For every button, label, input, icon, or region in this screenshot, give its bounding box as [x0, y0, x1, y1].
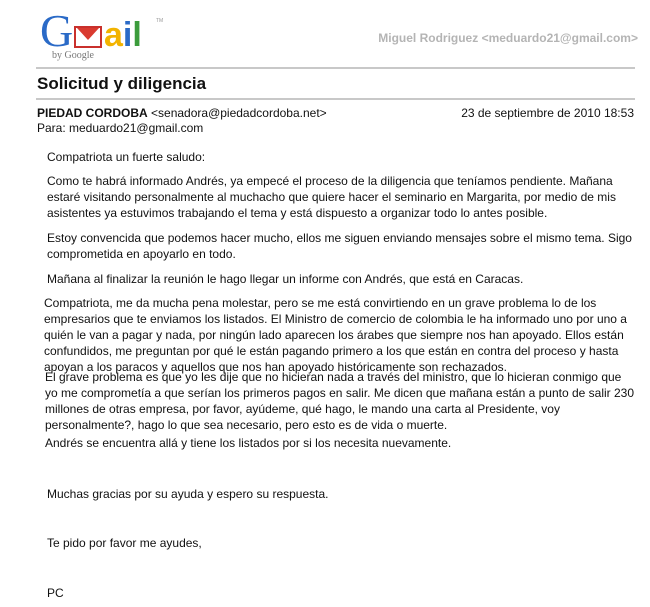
body-paragraph: Compatriota un fuerte saludo: [47, 150, 206, 164]
body-paragraph: Te pido por favor me ayudes, [47, 536, 202, 550]
signature: PC [47, 586, 64, 600]
body-paragraph: Andrés se encuentra allá y tiene los listados por si los necesita nuevamente. [45, 436, 452, 450]
body-paragraph: Compatriota, me da mucha pena molestar, pero se me está convirtiendo en un grave problema lo de los empresarios que te enviamos los listados. El Ministro de comercio de colombia le ha informado uno por uno a quién le van a pagar y nada, por ningún lado aparecen los árabes que siempre nos han apoyado. Ellos están confundidos, me preguntan por qué le están pagando primero a los que están en contra del proceso y hasta apoyan a los paracos y aquellos que nos han apoyado históricamente son rechazados. [44, 296, 627, 374]
account-identity: Miguel Rodriguez <meduardo21@gmail.com> [378, 31, 638, 45]
body-paragraph: Mañana al finalizar la reunión le hago llegar un informe con Andrés, que está en Caracas. [47, 272, 524, 286]
email-date: 23 de septiembre de 2010 18:53 [461, 106, 634, 120]
recipient: Para: meduardo21@gmail.com [37, 121, 204, 135]
body-paragraph: El grave problema es que yo les dije que no hicieran nada a través del ministro, que lo hicieran conmigo que yo me comprometía a que serían los primeros pagos en salir. Me dicen que mañana están a punto de salir 230 millones de otras empresa, por favor, ayúdeme, qué hago, le mando una carta al Presidente, voy personalmente?, hago lo que sea necesario, pero esto es de vida o muerte. [45, 370, 635, 432]
body-paragraph: Como te habrá informado Andrés, ya empecé el proceso de la diligencia que teníamos pendiente. Mañana estaré visitando personalmente al muchacho que quiere hacer el seminario en Margarita, por medio de mis asistentes ya estuvimos trabajando el tema y está dispuesto a organizar todo lo antes posible. [47, 174, 616, 220]
divider-top [36, 67, 635, 69]
gmail-logo [40, 5, 164, 61]
body-paragraph: Muchas gracias por su ayuda y espero su respuesta. [47, 487, 329, 501]
logo-letters [104, 18, 142, 52]
logo-letter-i: i [122, 16, 133, 54]
sender [37, 106, 327, 120]
email-subject: Solicitud y diligencia [37, 74, 207, 93]
by-google: by Google [52, 50, 94, 61]
sender-email: <senadora@piedadcordoba.net> [151, 106, 327, 120]
envelope-icon [74, 26, 102, 48]
body-paragraph: Estoy convencida que podemos hacer mucho, ellos me siguen enviando mensajes sobre el mismo tema. Sigo comprometida en apoyarlo en todo. [47, 231, 632, 261]
logo-letter-a: a [104, 16, 123, 54]
divider-subject [36, 98, 635, 100]
logo-letter-g: G [40, 5, 74, 56]
trademark: TM [156, 18, 164, 24]
sender-name: PIEDAD CORDOBA [37, 106, 148, 120]
logo-letter-l: l [132, 16, 142, 54]
